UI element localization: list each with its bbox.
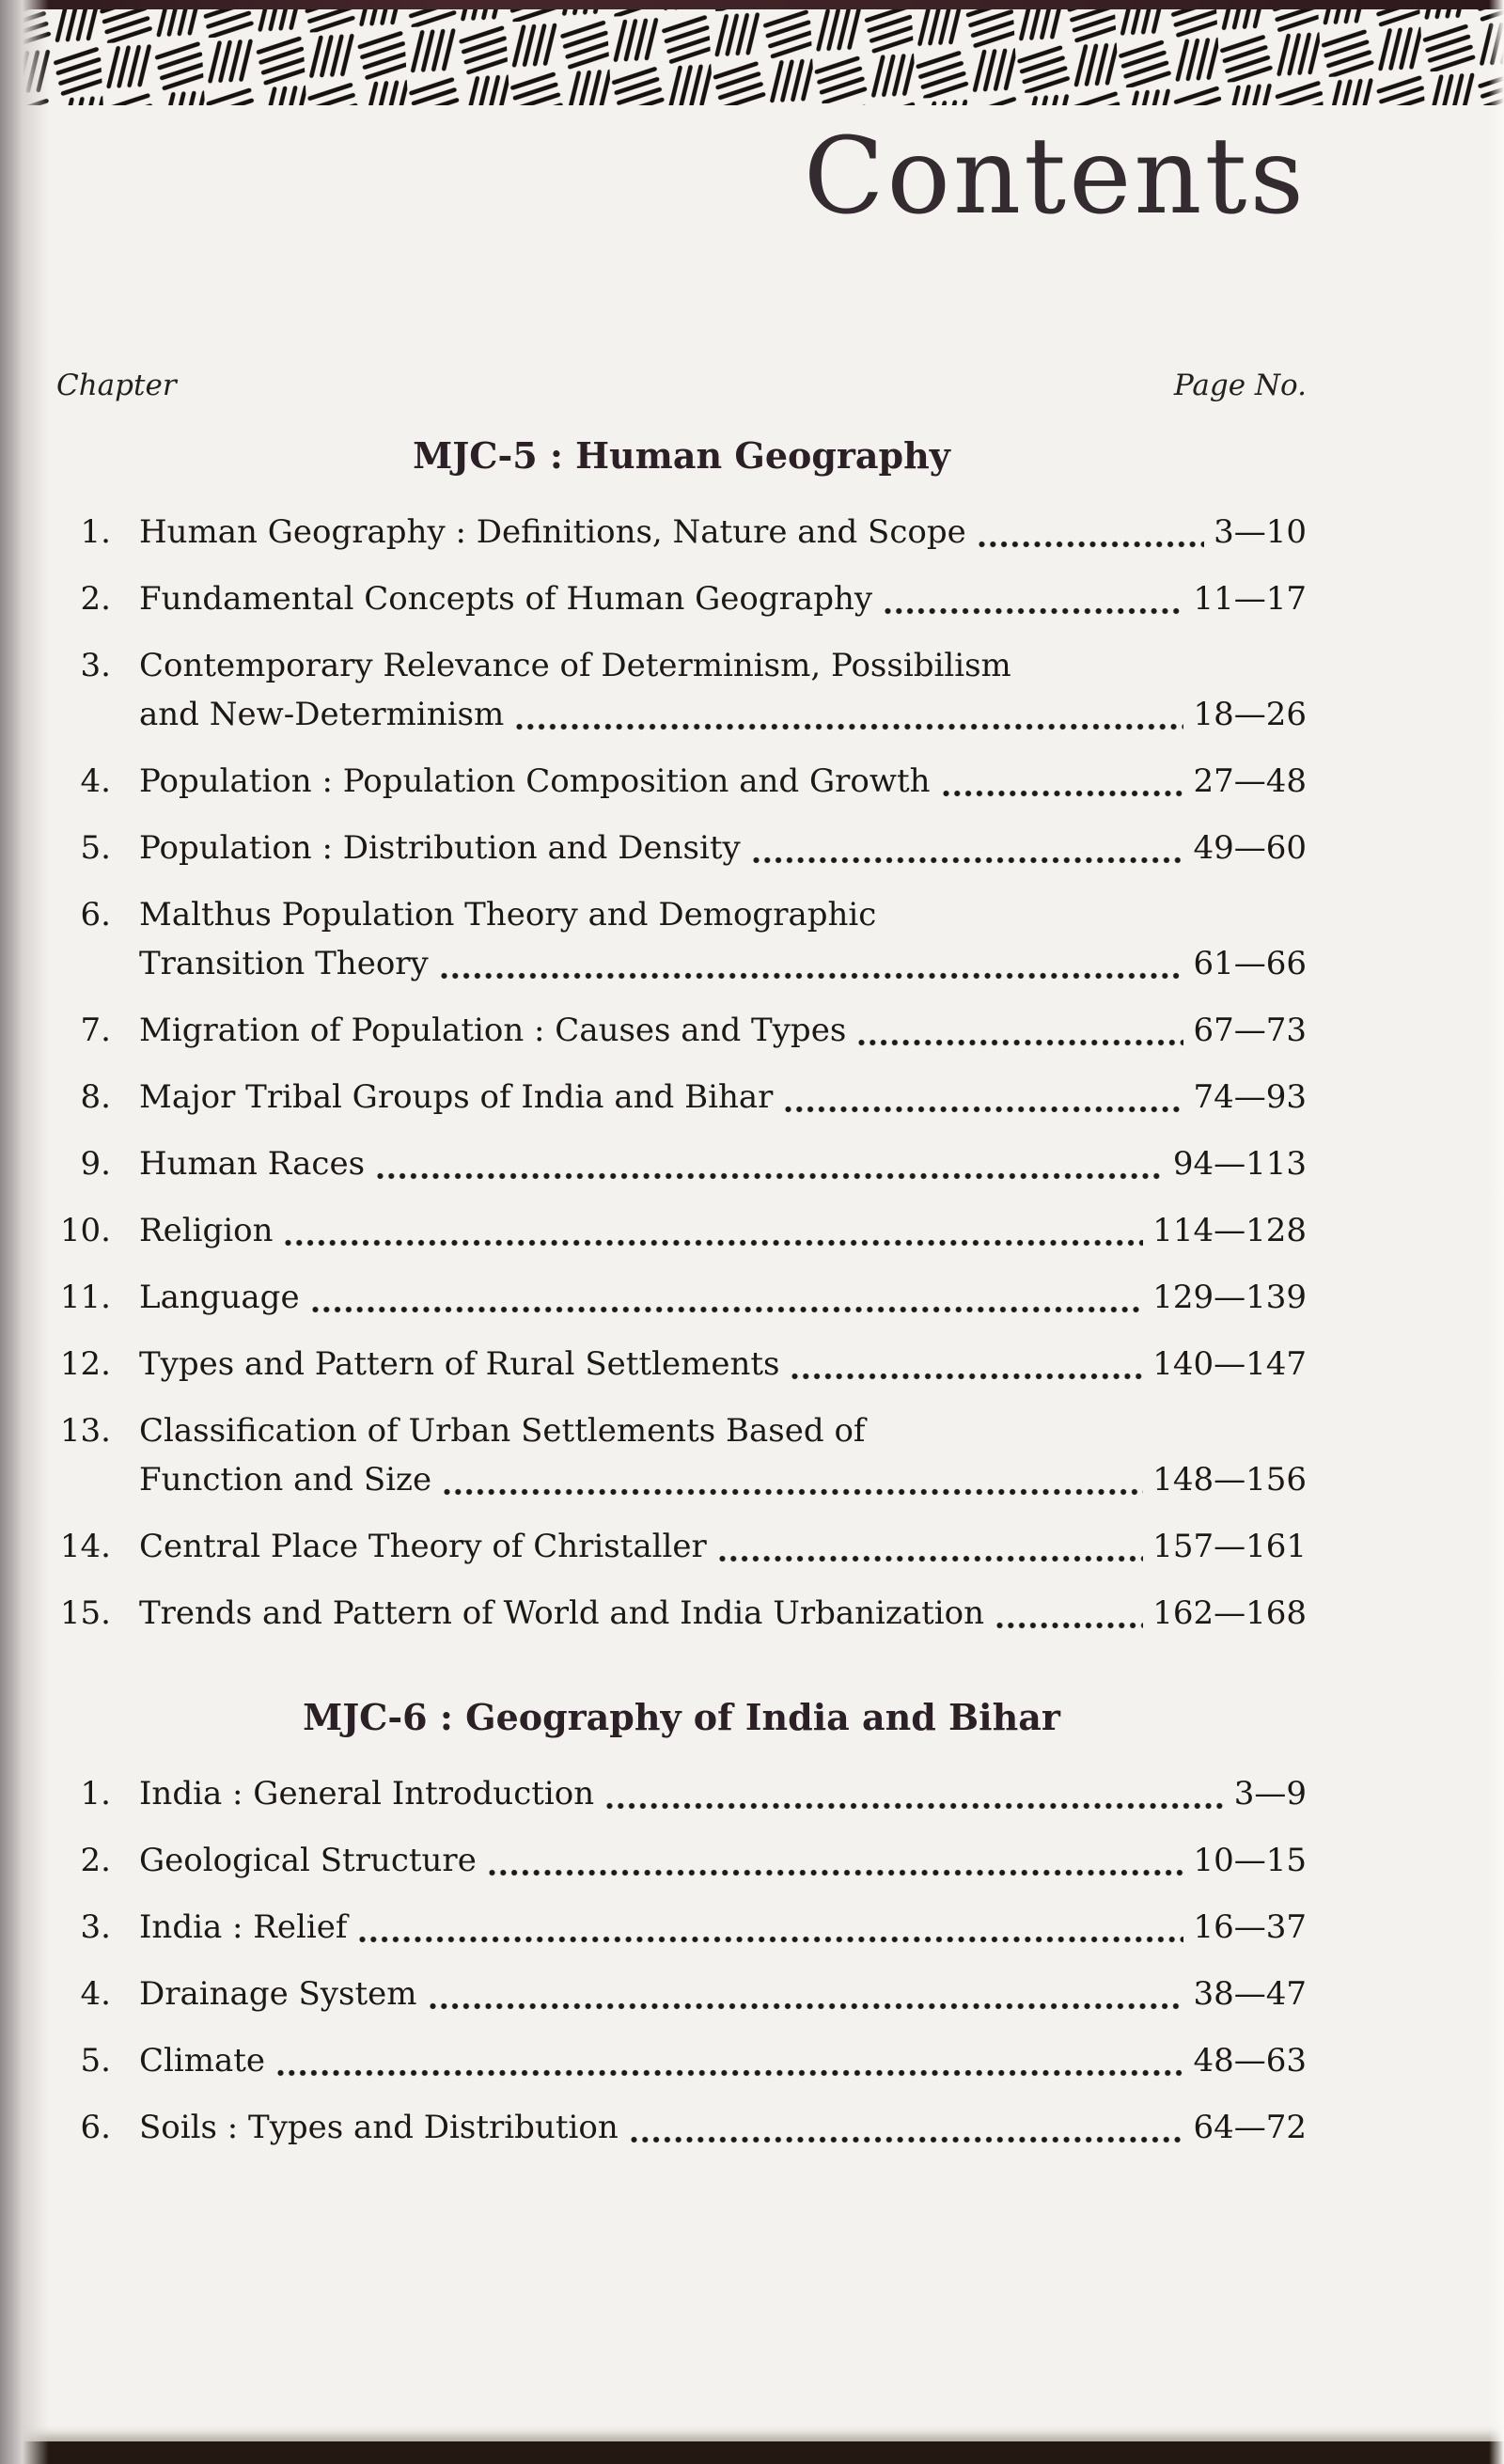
- toc-content: [56, 111, 1307, 2170]
- entry-line: [56, 641, 1307, 690]
- entry-pages: 16—37: [1193, 1908, 1307, 1946]
- entry-pages: 140—147: [1152, 1345, 1307, 1383]
- entry-pages: 3—9: [1233, 1775, 1307, 1813]
- toc-entry: [56, 1139, 1307, 1188]
- entry-line: [56, 1589, 1307, 1638]
- entry-line: [56, 2103, 1307, 2152]
- entry-number: 4.: [80, 762, 111, 800]
- toc-entry: [56, 1903, 1307, 1952]
- entry-title: and New-Determinism: [139, 696, 505, 733]
- toc-entry: [56, 1769, 1307, 1818]
- entry-title: Function and Size: [139, 1461, 432, 1499]
- toc-entry: [56, 1836, 1307, 1885]
- dot-leader: [606, 1802, 1225, 1810]
- entry-number: 14.: [59, 1528, 111, 1565]
- dot-leader: [489, 1869, 1184, 1876]
- entry-title: Migration of Population : Causes and Types: [139, 1012, 847, 1049]
- entry-pages: 162—168: [1152, 1594, 1307, 1632]
- page-no-label: Page No.: [1173, 369, 1307, 402]
- entry-number: 6.: [80, 2109, 111, 2146]
- dot-leader: [277, 2069, 1183, 2077]
- toc-entry: [56, 641, 1307, 739]
- entry-number: 13.: [59, 1412, 111, 1450]
- entry-pages: 10—15: [1193, 1842, 1307, 1879]
- entry-pages: 49—60: [1193, 829, 1307, 867]
- entry-number: 7.: [80, 1012, 111, 1049]
- entry-line: [56, 1903, 1307, 1952]
- dot-leader: [858, 1039, 1183, 1046]
- entry-line: [56, 690, 1307, 739]
- toc-entry: [56, 1006, 1307, 1055]
- entry-line: [56, 1455, 1307, 1504]
- entry-title: Transition Theory: [139, 945, 429, 982]
- toc-entry: [56, 1589, 1307, 1638]
- entry-line: [56, 1206, 1307, 1255]
- dot-leader: [979, 541, 1204, 548]
- page-title: Contents: [803, 116, 1307, 238]
- entry-line: [56, 890, 1307, 939]
- entry-title: Climate: [139, 2042, 266, 2079]
- entry-pages: 48—63: [1193, 2042, 1307, 2079]
- dot-leader: [377, 1172, 1164, 1180]
- entry-pages: 11—17: [1193, 580, 1307, 618]
- hatch-pattern-graphic: [0, 9, 1504, 105]
- dot-leader: [631, 2136, 1184, 2143]
- entry-title: Central Place Theory of Christaller: [139, 1528, 707, 1565]
- dot-leader: [444, 1488, 1143, 1496]
- dot-leader: [785, 1106, 1183, 1113]
- toc-entry: [56, 824, 1307, 872]
- entry-number: 11.: [59, 1279, 111, 1316]
- dot-leader: [885, 607, 1183, 615]
- entry-pages: 157—161: [1152, 1528, 1307, 1565]
- dot-leader: [719, 1555, 1143, 1562]
- dot-leader: [359, 1936, 1183, 1943]
- entry-number: 12.: [59, 1345, 111, 1383]
- book-top-edge: [0, 0, 1504, 9]
- entry-title: Human Geography : Definitions, Nature and Scope: [139, 513, 966, 551]
- entry-number: 3.: [80, 647, 111, 684]
- section-entries: [56, 1769, 1307, 2152]
- entry-pages: 129—139: [1152, 1279, 1307, 1316]
- toc-entry: [56, 890, 1307, 988]
- toc-section: [56, 1694, 1307, 2152]
- entry-title: Types and Pattern of Rural Settlements: [139, 1345, 780, 1383]
- toc-entry: [56, 1970, 1307, 2018]
- entry-number: 15.: [59, 1594, 111, 1632]
- toc-entry: [56, 1340, 1307, 1389]
- dot-leader: [943, 790, 1184, 797]
- dot-leader: [996, 1622, 1143, 1629]
- toc-section: [56, 432, 1307, 1638]
- entry-title: Classification of Urban Settlements Based of: [139, 1412, 866, 1450]
- entry-number: 10.: [59, 1212, 111, 1249]
- section-heading: MJC-6 : Geography of India and Bihar: [303, 1696, 1060, 1738]
- book-bottom-edge: [0, 2441, 1504, 2464]
- entry-line: [56, 757, 1307, 806]
- page-right-edge: [1489, 0, 1504, 2464]
- toc-entry: [56, 1273, 1307, 1322]
- entry-title: Drainage System: [139, 1975, 417, 2013]
- entry-number: 1.: [80, 1775, 111, 1813]
- entry-title: Human Races: [139, 1145, 366, 1183]
- column-labels: [56, 367, 1307, 404]
- entry-title: Religion: [139, 1212, 274, 1249]
- toc-entry: [56, 574, 1307, 623]
- dot-leader: [516, 723, 1183, 730]
- entry-line: [56, 1970, 1307, 2018]
- dot-leader: [312, 1306, 1144, 1313]
- dot-leader: [430, 2002, 1184, 2010]
- entry-line: [56, 508, 1307, 557]
- entry-pages: 114—128: [1152, 1212, 1307, 1249]
- section-entries: [56, 508, 1307, 1638]
- toc-entry: [56, 508, 1307, 557]
- entry-pages: 38—47: [1193, 1975, 1307, 2013]
- entry-title: Fundamental Concepts of Human Geography: [139, 580, 873, 618]
- entry-title: Population : Population Composition and Growth: [139, 762, 931, 800]
- entry-pages: 61—66: [1193, 945, 1307, 982]
- toc-entry: [56, 1406, 1307, 1504]
- toc-entry: [56, 1073, 1307, 1122]
- toc-entry: [56, 1522, 1307, 1571]
- entry-line: [56, 1006, 1307, 1055]
- chapter-label: Chapter: [56, 369, 177, 402]
- entry-number: 5.: [80, 829, 111, 867]
- toc-entry: [56, 1206, 1307, 1255]
- entry-title: Geological Structure: [139, 1842, 477, 1879]
- toc-sections: [56, 432, 1307, 2152]
- entry-number: 1.: [80, 513, 111, 551]
- entry-pages: 148—156: [1152, 1461, 1307, 1499]
- toc-entry: [56, 757, 1307, 806]
- entry-number: 8.: [80, 1078, 111, 1116]
- entry-number: 4.: [80, 1975, 111, 2013]
- entry-line: [56, 824, 1307, 872]
- entry-pages: 3—10: [1214, 513, 1307, 551]
- entry-pages: 27—48: [1193, 762, 1307, 800]
- entry-title: Major Tribal Groups of India and Bihar: [139, 1078, 774, 1116]
- entry-line: [56, 2036, 1307, 2085]
- entry-pages: 94—113: [1172, 1145, 1307, 1183]
- entry-line: [56, 1073, 1307, 1122]
- entry-title: Malthus Population Theory and Demographic: [139, 896, 877, 934]
- entry-title: Contemporary Relevance of Determinism, Possibilism: [139, 647, 1011, 684]
- entry-title: India : General Introduction: [139, 1775, 595, 1813]
- toc-entry: [56, 2103, 1307, 2152]
- entry-line: [56, 1836, 1307, 1885]
- entry-pages: 18—26: [1193, 696, 1307, 733]
- dot-leader: [441, 972, 1184, 980]
- entry-number: 2.: [80, 1842, 111, 1879]
- dot-leader: [285, 1239, 1143, 1247]
- entry-pages: 64—72: [1193, 2109, 1307, 2146]
- hatch-pattern-band: [0, 9, 1504, 105]
- entry-number: 2.: [80, 580, 111, 618]
- entry-title: Trends and Pattern of World and India Urbanization: [139, 1594, 984, 1632]
- entry-title: Population : Distribution and Density: [139, 829, 741, 867]
- section-heading: MJC-5 : Human Geography: [413, 434, 950, 477]
- entry-pages: 74—93: [1193, 1078, 1307, 1116]
- entry-line: [56, 1522, 1307, 1571]
- dot-leader: [753, 856, 1184, 864]
- dot-leader: [791, 1373, 1143, 1380]
- entry-title: Language: [139, 1279, 300, 1316]
- entry-pages: 67—73: [1193, 1012, 1307, 1049]
- entry-title: Soils : Types and Distribution: [139, 2109, 619, 2146]
- entry-line: [56, 1769, 1307, 1818]
- entry-line: [56, 1406, 1307, 1455]
- entry-number: 9.: [80, 1145, 111, 1183]
- entry-line: [56, 1273, 1307, 1322]
- entry-line: [56, 574, 1307, 623]
- entry-title: India : Relief: [139, 1908, 348, 1946]
- entry-number: 5.: [80, 2042, 111, 2079]
- entry-number: 6.: [80, 896, 111, 934]
- entry-line: [56, 1139, 1307, 1188]
- toc-entry: [56, 2036, 1307, 2085]
- page-gutter-shadow: [0, 0, 49, 2464]
- entry-line: [56, 939, 1307, 988]
- entry-line: [56, 1340, 1307, 1389]
- entry-number: 3.: [80, 1908, 111, 1946]
